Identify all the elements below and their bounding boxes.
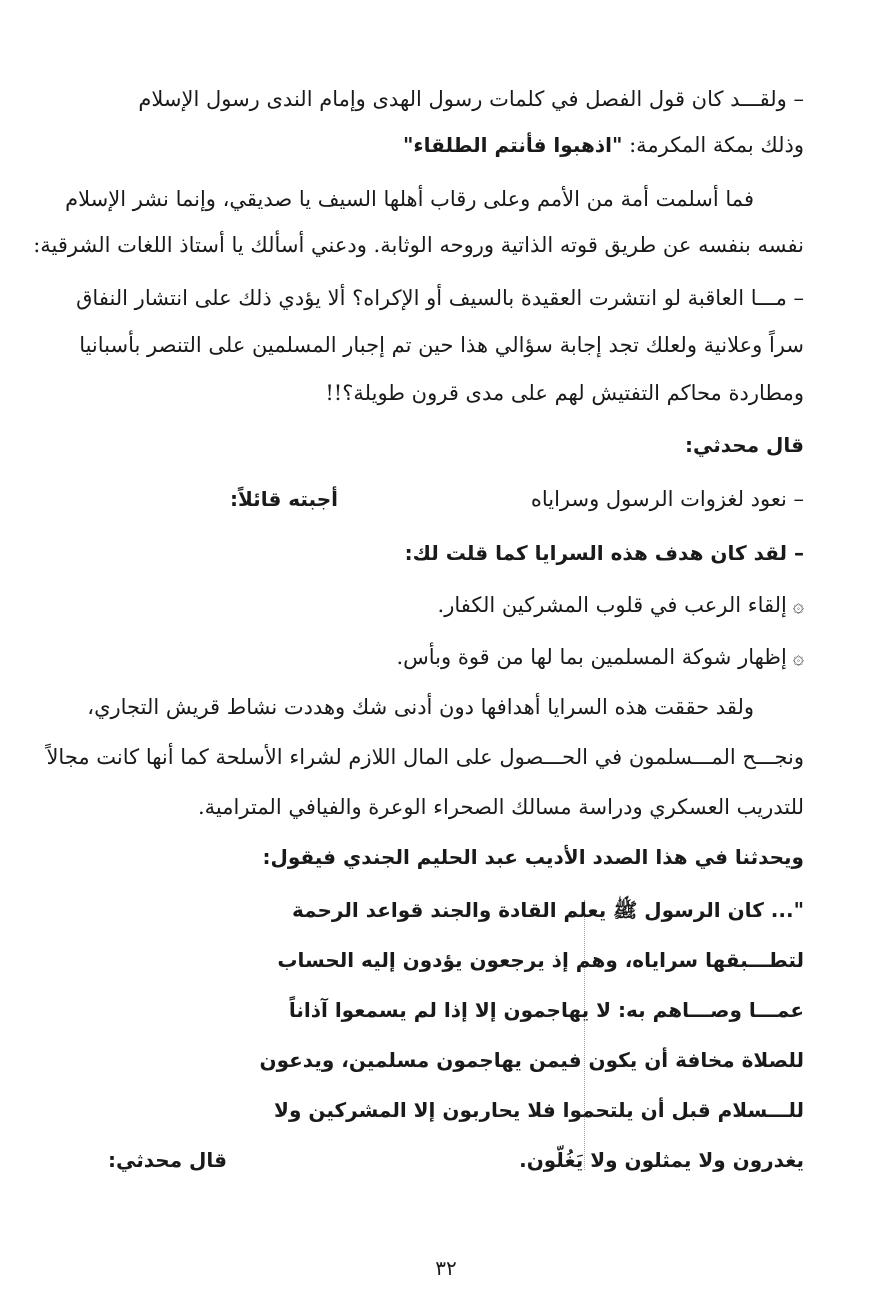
quote-line: "... كان الرسول ﷺ يعلم القادة والجند قواعد الرحمة — [291, 898, 804, 922]
paragraph-line: فما أسلمت أمة من الأمم وعلى رقاب أهلها السيف يا صديقي، وإنما نشر الإسلام — [65, 187, 754, 211]
bullet-text: إظهار شوكة المسلمين بما لها من قوة وبأس. — [396, 645, 787, 669]
paragraph-line: ولقد حققت هذه السرايا أهدافها دون أدنى شك وهددت نشاط قريش التجاري، — [87, 695, 754, 719]
dialogue-line-bold: – لقد كان هدف هذه السرايا كما قلت لك: — [404, 541, 804, 565]
dialogue-line: – نعود لغزوات الرسول وسراياه — [530, 487, 804, 511]
quote-margin-rule — [584, 900, 585, 1170]
paragraph-line: ونجـــح المـــسلمون في الحـــصول على المال اللازم لشراء الأسلحة كما أنها كانت مجالاً — [46, 745, 804, 769]
text-run: وذلك بمكة المكرمة: — [622, 133, 804, 157]
paragraph-line: نفسه بنفسه عن طريق قوته الذاتية وروحه الوثابة. ودعني أسألك يا أستاذ اللغات الشرقية: — [33, 233, 804, 257]
quote-line: عمـــا وصـــاهم به: لا يهاجمون إلا إذا لم يسمعوا آذاناً — [288, 998, 804, 1022]
quote-line: للـــسلام قبل أن يلتحموا فلا يحاربون إلا المشركين ولا — [274, 1098, 804, 1122]
bullet-text: إلقاء الرعب في قلوب المشركين الكفار. — [437, 593, 787, 617]
paragraph-line: سراً وعلانية ولعلك تجد إجابة سؤالي هذا حين تم إجبار المسلمين على التنصر بأسبانيا — [79, 333, 804, 357]
bullet-line — [396, 642, 804, 673]
ornament-bullet-icon: ۞ — [792, 647, 804, 669]
ornament-bullet-icon: ۞ — [792, 595, 804, 617]
paragraph-line: للتدريب العسكري ودراسة مسالك الصحراء الوعرة والفيافي المترامية. — [198, 795, 804, 819]
quote-line: يغدرون ولا يمثلون ولا يَغُلّون. — [519, 1148, 804, 1172]
aside-label: قال محدثي: — [108, 1148, 228, 1172]
paragraph-line: – ولقـــد كان قول الفصل في كلمات رسول الهدى وإمام الندى رسول الإسلام — [138, 87, 804, 111]
paragraph-line: ومطاردة محاكم التفتيش لهم على مدى قرون طويلة؟!! — [325, 381, 804, 405]
paragraph-line — [403, 130, 804, 160]
paragraph-line: – مـــا العاقبة لو انتشرت العقيدة بالسيف أو الإكراه؟ ألا يؤدي ذلك على انتشار النفاق — [76, 286, 804, 310]
heading-line: ويحدثنا في هذا الصدد الأديب عبد الحليم الجندي فيقول: — [262, 845, 804, 869]
aside-label: أجبته قائلاً: — [230, 487, 338, 511]
quote-line: للصلاة مخافة أن يكون فيمن يهاجمون مسلمين، ويدعون — [259, 1048, 804, 1072]
heading-line: قال محدثي: — [684, 433, 804, 457]
bold-quote: "اذهبوا فأنتم الطلقاء" — [402, 133, 623, 157]
page-number: ٣٢ — [435, 1256, 457, 1280]
bullet-line — [438, 590, 804, 621]
quote-line: لتطـــبقها سراياه، وهم إذ يرجعون يؤدون إليه الحساب — [277, 948, 804, 972]
